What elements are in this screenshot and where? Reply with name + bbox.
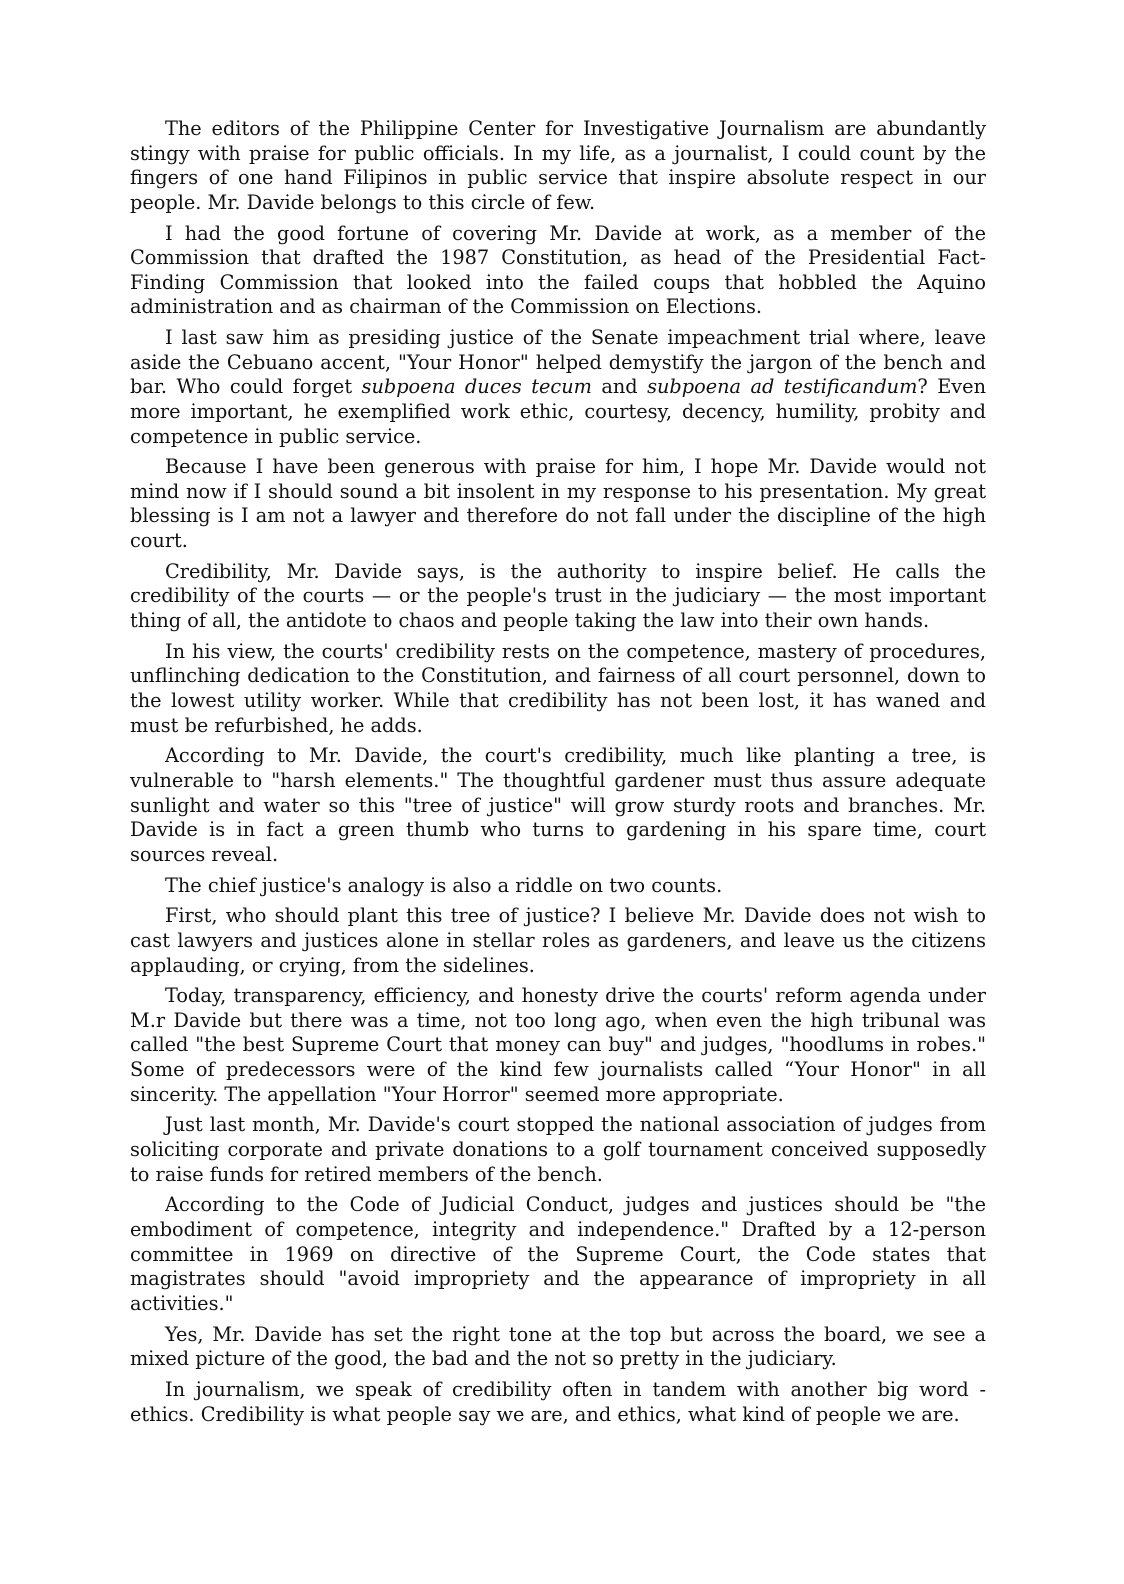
paragraph-text: First, who should plant this tree of justice? I believe Mr. Davide does not wish to cast lawyers and justices alone in stellar roles as gardeners, and leave us the citizens applauding, or crying, from the sidelines. <box>130 904 986 977</box>
paragraph-10 <box>130 984 986 1107</box>
paragraph-12 <box>130 1193 986 1316</box>
document-page <box>130 117 986 1433</box>
paragraph-5 <box>130 560 986 634</box>
paragraph-1 <box>130 117 986 215</box>
paragraph-text: According to the Code of Judicial Conduct, judges and justices should be "the embodiment of competence, integrity and independence." Drafted by a 12-person committee in 1969 on directive of the Supreme Court, the Code states that magistrates should "avoid impropriety and the appearance of impropriety in all activities." <box>130 1193 986 1315</box>
paragraph-text: I last saw him as presiding justice of the Senate impeachment trial where, leave aside the Cebuano accent, "Your Honor" helped demystify the jargon of the bench and bar. Who could forget <box>130 326 986 399</box>
paragraph-text: Today, transparency, efficiency, and honesty drive the courts' reform agenda under M.r Davide but there was a time, not too long ago, when even the high tribunal was called "the best Supreme Court that money can buy" and judges, "hoodlums in robes." Some of predecessors were of the kind few journalists called “Your Honor" in all sincerity. The appellation "Your Horror" seemed more appropriate. <box>130 984 986 1106</box>
paragraph-text: ? Even more important, he exemplified work ethic, courtesy, decency, humility, probity and competence in public service. <box>130 375 986 448</box>
paragraph-text: The editors of the Philippine Center for Investigative Journalism are abundantly stingy with praise for public officials. In my life, as a journalist, I could count by the fingers of one hand Filipinos in public service that inspire absolute respect in our people. Mr. Davide belongs to this circle of few. <box>130 117 986 214</box>
paragraph-text: Because I have been generous with praise for him, I hope Mr. Davide would not mind now if I should sound a bit insolent in my response to his presentation. My great blessing is I am not a lawyer and therefore do not fall under the discipline of the high court. <box>130 455 986 553</box>
paragraph-text: In his view, the courts' credibility rests on the competence, mastery of procedures, unflinching dedication to the Constitution, and fairness of all court personnel, down to the lowest utility worker. While that credibility has not been lost, it has waned and must be refurbished, he adds. <box>130 639 986 737</box>
paragraph-text: The chief justice's analogy is also a riddle on two counts. <box>165 873 723 897</box>
paragraph-text: In journalism, we speak of credibility often in tandem with another big word - ethics. Credibility is what people say we are, and ethics, what kind of people we are. <box>130 1377 986 1426</box>
paragraph-9 <box>130 904 986 978</box>
paragraph-text: Just last month, Mr. Davide's court stopped the national association of judges from soliciting corporate and private donations to a golf tournament conceived supposedly to raise funds for retired members of the bench. <box>130 1113 986 1186</box>
paragraph-13 <box>130 1323 986 1372</box>
italic-term: subpoena duces tecum <box>361 375 592 399</box>
paragraph-text: Credibility, Mr. Davide says, is the authority to inspire belief. He calls the credibility of the courts — or the people's trust in the judiciary — the most important thing of all, the antidote to chaos and people taking the law into their own hands. <box>130 559 986 633</box>
italic-term: subpoena ad testificandum <box>647 375 918 399</box>
paragraph-7 <box>130 744 986 867</box>
paragraph-4 <box>130 455 986 553</box>
paragraph-3 <box>130 326 986 449</box>
paragraph-2 <box>130 222 986 320</box>
paragraph-text: Yes, Mr. Davide has set the right tone at the top but across the board, we see a mixed picture of the good, the bad and the not so pretty in the judiciary. <box>130 1322 986 1371</box>
paragraph-11 <box>130 1113 986 1187</box>
paragraph-text: I had the good fortune of covering Mr. Davide at work, as a member of the Commission that drafted the 1987 Constitution, as head of the Presidential Fact-Finding Commission that looked into the failed coups that hobbled the Aquino administration and as chairman of the Commission on Elections. <box>130 221 986 319</box>
paragraph-6 <box>130 640 986 738</box>
paragraph-14 <box>130 1378 986 1427</box>
paragraph-text: and <box>591 375 648 399</box>
paragraph-text: According to Mr. Davide, the court's credibility, much like planting a tree, is vulnerable to "harsh elements." The thoughtful gardener must thus assure adequate sunlight and water so this "tree of justice" will grow sturdy roots and branches. Mr. Davide is in fact a green thumb who turns to gardening in his spare time, court sources reveal. <box>130 744 986 866</box>
paragraph-8 <box>130 874 986 899</box>
